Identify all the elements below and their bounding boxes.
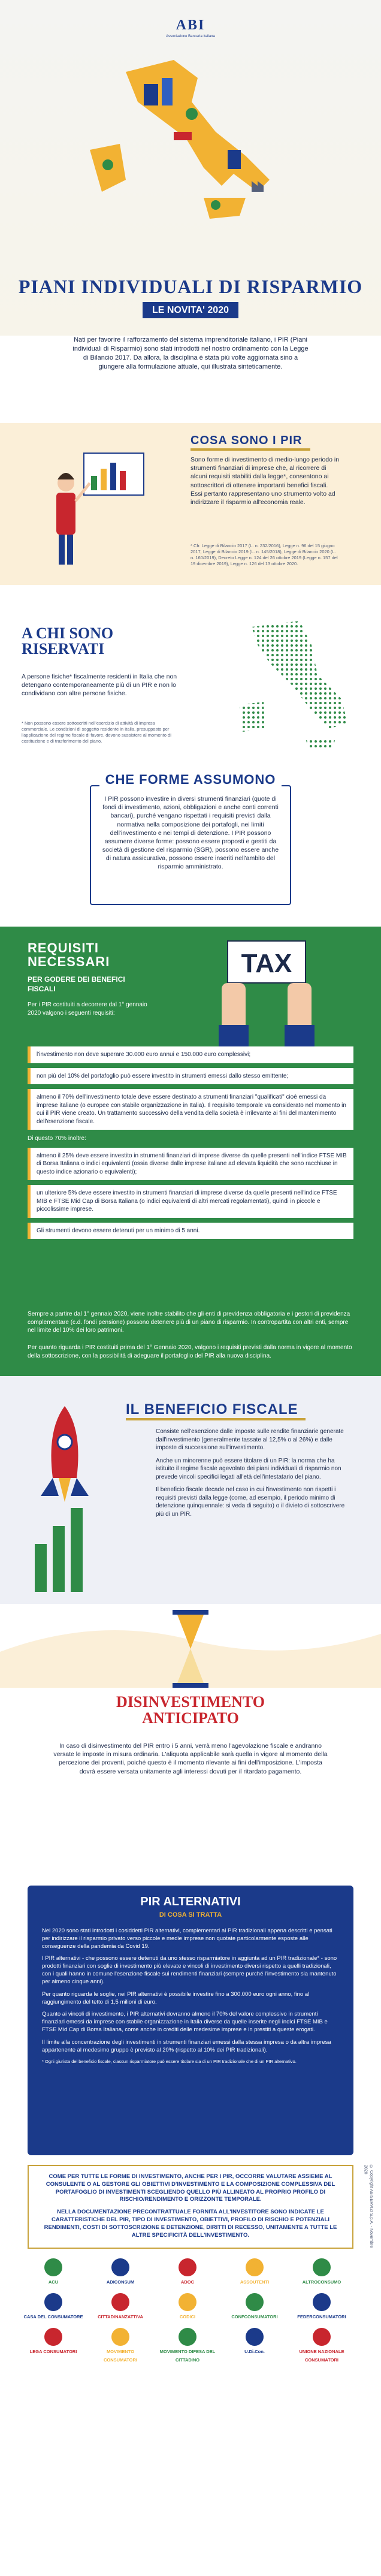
requisiti-extra-2: Per quanto riguarda i PIR costituiti prima del 1° Gennaio 2020, valgono i requisiti previsti dalla norma in vigore al momento della sottoscrizione, con la possibilità di adeguare il portafoglio del PIR alla nuova disciplina. [28,1344,352,1359]
building-icon [228,150,241,169]
partner-logo [157,2293,218,2321]
avvertenze-section [0,2159,381,2255]
partner-name: ADOC [180,2279,195,2285]
partner-logo [224,2328,285,2356]
disinvestimento-text: In caso di disinvestimento del PIR entro i 5 anni, verrà meno l'agevolazione fiscale e andranno versate le imposte in misura ordinaria. L'aliquota applicabile sarà quella in vigore al momento della percezione dei proventi, poiché questo è il momento rilevante ai fini dell'imposizione. L'imposta dovrà essere versata unitamente agli interessi dovuti per il ritardato pagamento. [53,1742,328,1775]
partner-emblem-icon [44,2328,62,2346]
tree-icon [211,200,220,210]
partner-logo [23,2293,84,2321]
partner-emblem-icon [179,2258,196,2276]
alternativi-section [0,1886,381,2159]
riservati-footnote: * Non possono essere sottoscritti nell'esercizio di attività di impresa commerciale. Le condizioni di soggetto residente in Italia, presupposto per l'applicazione del regime fiscale di favore, devono sussistere al momento di costituzione e di trasferimento del piano. [22,720,171,744]
requisito-subitem: almeno il 25% deve essere investito in strumenti finanziari di imprese diverse da quelle presenti nell'indice FTSE MIB di Borsa Italiana o indici equivalenti (ossia diverse dalle imprese italiane ad elevata liquidità che sono racchiuse in questo indice azionario o equivalenti); [28,1148,353,1181]
alternativi-subtitle: DI COSA SI TRATTA [159,1911,222,1919]
partner-emblem-icon [179,2293,196,2311]
partner-name: FEDERCONSUMATORI [297,2314,346,2319]
beneficio-title-underline [126,1418,306,1420]
requisiti-intro: Per i PIR costituiti a decorrere dal 1° gennaio 2020 valgono i seguenti requisiti: [28,1002,147,1016]
riservati-title-line-2: RISERVATI [22,640,105,657]
header-section [0,0,381,336]
partner-logo [90,2328,151,2364]
alternativi-paragraph: Nel 2020 sono stati introdotti i cosiddetti PIR alternativi, complementari ai PIR tradizionali appena descritti e pensati per indirizzare il risparmio privato verso piccole e medie imprese non quotate particolarmente esposte alle conseguenze della pandemia da Covid 19. [42,1928,332,1950]
partner-logo [90,2293,151,2321]
riservati-text: A persone fisiche* fiscalmente residenti in Italia che non detengano contemporaneamente più di un PIR e non lo condividano con altre persone fisiche. [22,673,177,698]
partner-name: U.Di.Con. [244,2349,265,2354]
forme-title [90,771,291,789]
title-block [0,277,381,318]
requisiti-inner-intro: Di questo 70% inoltre: [28,1135,86,1142]
alternativi-paragraph: I PIR alternativi - che possono essere detenuti da uno stesso risparmiatore in aggiunta ad un PIR tradizionale* - sono prodotti finanziari con soglie di investimento più elevate e vincoli di investimento diversi rispetto a quelli tradizionali, con i quali hanno in comune l'esenzione fiscale sui rendimenti finanziari (sempre purché l'investimento sia mantenuto per almeno cinque anni). [42,1955,337,1985]
cosa-footnote: * Cfr. Legge di Bilancio 2017 (L. n. 232/2016), Legge n. 96 del 15 giugno 2017, Legge di Bilancio 2019 (L. n. 145/2018), Legge di Bilancio 2020 (L. n. 160/2019), Decreto Legge n. 124 del 26 ottobre 2019 (Legge n. 157 del 19 dicembre 2019), Legge n. 126 del 13 ottobre 2020. [190,543,338,567]
hourglass-illustration [0,1604,381,1688]
beneficio-title: IL BENEFICIO FISCALE [126,1401,298,1417]
beneficio-paragraph: Anche un minorenne può essere titolare di un PIR: la norma che ha istituito il regime fiscale agevolato dei piani individuali di risparmio non prevede vincoli specifici legati all'età dell'intestatario del piano. [156,1457,341,1480]
requisiti-extra-1: Sempre a partire dal 1° gennaio 2020, viene inoltre stabilito che gli enti di previdenza obbligatoria e i gestori di previdenza complementare (c.d. fondi pensione) possono detenere più di un piano di risparmio. In contropartita con altri enti, sempre nel limite del 10% dei loro patrimoni. [28,1311,350,1334]
requisito-item: Gli strumenti devono essere detenuti per un minimo di 5 anni. [28,1223,353,1239]
partner-emblem-icon [246,2328,264,2346]
partner-emblem-icon [313,2258,331,2276]
intro-text: Nati per favorire il rafforzamento del sistema imprenditoriale italiano, i PIR (Piani individuali di Risparmio) sono stati introdotti nel nostro ordinamento con la Legge di Bilancio 2017. Da allora, la disciplina è stata più volte aggiornata sino a giungere alla formulazione attuale, qui illustrata sinteticamente. [72,336,309,370]
requisiti-extra-section [0,1310,381,1376]
forme-section [0,771,381,927]
requisito-subitem: un ulteriore 5% deve essere investito in strumenti finanziari di imprese diverse da quelle presenti nell'indice FTSE MIB e FTSE Mid Cap di Borsa Italiana (o indici equivalenti di altri mercati regolamentati), quindi in piccole e piccolissime imprese. [28,1185,353,1218]
forme-text: I PIR possono investire in diversi strumenti finanziari (quote di fondi di investimento, azioni, obbligazioni e anche conti correnti bancari), purché vengano rispettati i requisiti previsti dalla normativa nella composizione dei portafogli, nei limiti dell'investimento e nei tempi di detenzione. I PIR possono assumere diverse forme: possono essere proposti e gestiti da società di gestione del risparmio (SGR), possono essere anche di natura assicurativa, possono essere inseriti nell'ambito del risparmio amministrato. [102,795,279,871]
requisito-item: almeno il 70% dell'investimento totale deve essere destinato a strumenti finanziari "qualificati" cioè emessi da imprese italiane (o europee con stabile organizzazione in Italia). Il requisito temporale va considerato nel momento in cui il PIR viene creato. Un trattamento successivo della vendita della società è irrilevante ai fini del mantenimento dell'esenzione fiscale. [28,1089,353,1130]
page-title: PIANI INDIVIDUALI DI RISPARMIO [18,276,363,297]
logo-subtitle: Associazione Bancaria Italiana [166,35,215,39]
abi-logo [165,16,216,39]
beneficio-paragraph: Il beneficio fiscale decade nel caso in cui l'investimento non rispetti i requisiti previsti dalla legge (come, ad esempio, il periodo minimo di detenzione quinquennale: si veda di seguito) o il divieto di sottoscrivere più di un PIR. [156,1486,345,1518]
partner-logo [224,2258,285,2287]
partner-name: CITTADINANZATTIVA [98,2314,143,2319]
partner-name: ASSOUTENTI [240,2279,270,2285]
partner-name: CASA DEL CONSUMATORE [23,2314,83,2319]
partner-name: CONFCONSUMATORI [231,2314,278,2319]
alternativi-paragraph: Quanto ai vincoli di investimento, i PIR alternativi dovranno almeno il 70% del valore complessivo in strumenti finanziari emessi da imprese con stabile organizzazione in Italia diverse da quelle inserite negli indici FTSE MIB e FTSE Mid Cap di Borsa Italiana, come anche in crediti delle medesime imprese e in prestiti a queste erogati. [42,2011,328,2033]
tree-icon [102,159,113,170]
partner-name: CODICI [179,2314,196,2319]
partner-logo [224,2293,285,2321]
novita-badge: LE NOVITA' 2020 [143,302,238,319]
avvertenze-paragraph: NELLA DOCUMENTAZIONE PRECONTRATTUALE FORNITA ALL'INVESTITORE SONO INDICATE LE CARATTERISTICHE DEL PIR, TIPO DI INVESTIMENTO, OBIETTIVI, PROFILO DI RISCHIO E POTENZIALI RENDIMENTI, COSTI DI SOTTOSCRIZIONE E DETENZIONE, DIRITTI DI RECESSO, UNITAMENTE A TUTTE LE ALTRE SPECIFICITÀ DELL'INVESTIMENTO. [44,2209,337,2239]
partner-emblem-icon [44,2293,62,2311]
riservati-title [22,626,113,657]
cosa-title-underline [190,448,310,451]
requisiti-subtitle: PER GODERE DEI BENEFICI FISCALI [28,975,125,994]
copyright-note: © Copyright ABISERVIZI S.p.A. - Novembre 2020 [363,2165,373,2248]
rocket-growth-illustration [17,1400,113,1598]
disinvestimento-title [0,1694,381,1727]
alternativi-paragraph: Per quanto riguarda le soglie, nei PIR alternativi è possibile investire fino a 300.000 euro ogni anno, fino al raggiungimento del tetto di 1,5 milioni di euro. [42,1990,310,2005]
building-icon [144,84,158,105]
requisiti-list [28,1046,353,1244]
partner-logo [90,2258,151,2287]
beneficio-section [0,1376,381,1688]
requisito-item: l'investimento non deve superare 30.000 euro annui e 150.000 euro complessivi; [28,1046,353,1063]
logo-text: ABI [176,17,205,33]
partner-emblem-icon [111,2328,129,2346]
cosa-text: Sono forme di investimento di medio-lungo periodo in strumenti finanziari di imprese che, al ricorrere di alcuni requisiti stabiliti dalla legge*, consentono ai sottoscrittori di ottenere importanti benefici fiscali. Essi pertanto rappresentano uno strumento volto ad indirizzare il risparmio all'economia reale. [190,456,340,506]
partner-emblem-icon [179,2328,196,2346]
partner-name: ALTROCONSUMO [302,2279,341,2285]
partner-name: ADICONSUM [106,2279,135,2285]
partner-name: ACU [48,2279,59,2285]
intro-section [0,336,381,381]
tax-label: TAX [241,949,292,978]
partner-name: MOVIMENTO DIFESA DEL CITTADINO [159,2349,216,2363]
requisiti-title [28,941,110,969]
partner-logo [291,2293,352,2321]
riservati-title-line-1: A CHI SONO [22,625,114,642]
beneficio-paragraph: Consiste nell'esenzione dalle imposte sulle rendite finanziarie generate dall'investimento (generalmente tassate al 12,5% o al 26%) e dalle imposte di successione sull'investimento. [156,1428,344,1451]
building-icon [162,78,173,105]
requisiti-section [0,927,381,1310]
alternativi-title: PIR ALTERNATIVI [140,1895,241,1908]
requisito-item: non più del 10% del portafoglio può essere investito in strumenti emessi dallo stesso emittente; [28,1068,353,1085]
tree-icon [186,108,198,120]
partner-name: LEGA CONSUMATORI [29,2349,77,2354]
avvertenze-paragraph: COME PER TUTTE LE FORME DI INVESTIMENTO, ANCHE PER I PIR, OCCORRE VALUTARE ASSIEME AL CONSULENTE O AL GESTORE GLI OBIETTIVI D'INVESTIMENTO E LA COMPOSIZIONE COMPLESSIVA DEL PORTAFOGLIO DI INVESTIMENTI SCEGLIENDO QUELLO PIÙ ALLINEATO AL PROPRIO PROFILO DI RISCHIO/RENDIMENTO E ORIZZONTE TEMPORALE. [46,2173,335,2203]
disinvestimento-title-line-2: ANTICIPATO [142,1709,239,1727]
partner-emblem-icon [111,2293,129,2311]
partners-section [0,2255,381,2367]
partner-emblem-icon [111,2258,129,2276]
partner-logo [157,2328,218,2364]
italy-dotted-map-illustration [228,615,359,753]
tax-hands-illustration [186,929,347,1049]
partner-logo [23,2328,84,2356]
partner-logo [157,2258,218,2287]
partner-emblem-icon [246,2258,264,2276]
cosa-sono-section [0,381,381,615]
partner-name: UNIONE NAZIONALE CONSUMATORI [299,2349,344,2363]
alternativi-paragraph: Il limite alla concentrazione degli investimenti in strumenti finanziari emessi dalla stessa impresa o da altra impresa appartenente al medesimo gruppo è previsto al 20% (rispetto al 10% dei PIR tradizionali). [42,2038,331,2053]
alternativi-footnote: * Ogni giurista del beneficio fiscale, ciascun risparmiatore può essere titolare sia di un PIR tradizionale che di un PIR alternativo. [42,2059,297,2065]
forme-title-text: CHE FORME ASSUMONO [99,772,282,787]
cosa-title: COSA SONO I PIR [190,434,303,447]
italy-map-illustration [54,48,329,234]
partner-emblem-icon [44,2258,62,2276]
partner-emblem-icon [246,2293,264,2311]
partner-emblem-icon [313,2328,331,2346]
woman-presenting-illustration [42,447,150,573]
partner-name: MOVIMENTO CONSUMATORI [104,2349,137,2363]
partner-logo [23,2258,84,2287]
alternativi-text [42,1928,339,2070]
requisiti-title-line-2: NECESSARI [28,954,110,970]
disinvestimento-title-line-1: DISINVESTIMENTO [116,1693,265,1711]
partner-logo [291,2258,352,2287]
alternativi-box [28,1886,353,2155]
riservati-section [0,615,381,771]
beneficio-text [156,1428,353,1523]
requisiti-title-line-1: REQUISITI [28,940,99,955]
disinvestimento-section [0,1688,381,1886]
truck-icon [174,132,192,140]
partner-emblem-icon [313,2293,331,2311]
avvertenze-box [28,2165,353,2249]
partner-logo [291,2328,352,2364]
